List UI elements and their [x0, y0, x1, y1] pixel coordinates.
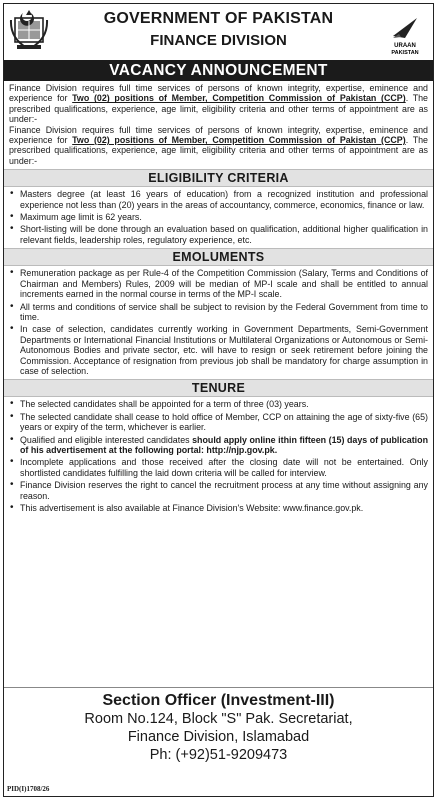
advertisement-page	[3, 3, 434, 797]
footer-contact	[4, 687, 433, 796]
emoluments-list	[4, 268, 433, 376]
apply-instruction: should apply online ithin fifteen (15) days of publication of his advertisement at the following portal: http://njp.gov.pk.	[20, 434, 428, 455]
uraan-pakistan-logo-icon	[383, 10, 427, 56]
list-item: • Masters degree (at least 16 years of education) from a recognized institution and professional experience not less than (20) years in the areas of accountancy, commerce, economics, finance or law.	[9, 189, 428, 210]
header	[4, 4, 433, 60]
list-item: • Short-listing will be done through an evaluation based on qualification, additional higher qualification in relevant fields, leadership roles, regulatory experience, etc.	[9, 224, 428, 245]
list-item: • The selected candidates shall be appointed for a term of three (03) years.	[9, 399, 428, 409]
pid-reference: PID(I)1708/26	[7, 785, 50, 793]
list-item: • All terms and conditions of service shall be subject to revision by the Federal Government from time to time.	[9, 302, 428, 323]
intro-paragraph: Finance Division requires full time services of persons of known integrity, expertise, eminence and experience for Two (02) positions of Member, Competition Commission of Pakistan (CCP). The prescribed qualifications, experience, age limit, eligibility criteria and other terms of appointment are as under:-	[9, 124, 428, 166]
list-item-apply: • Qualified and eligible interested candidates should apply online ithin fifteen (15) days of publication of his advertisement at the following portal: http://njp.gov.pk.	[9, 435, 428, 456]
list-item: • Finance Division reserves the right to cancel the recruitment process at any time without assigning any reason.	[9, 480, 428, 501]
logo-text-pakistan: PAKISTAN	[391, 50, 419, 56]
tenure-list	[4, 399, 433, 513]
emoluments-heading: EMOLUMENTS	[4, 248, 433, 266]
list-item: • In case of selection, candidates currently working in Government Departments, Semi-Government Departments or International Financial Institutions or Multilateral Organizations or Autonomous or Semi-Autonomous Bodies and private sector, etc. will have to resign or seek retirement before joining the Commission. Acceptance of resignation from previous job shall be mandatory for charge assumption in case of selection.	[9, 324, 428, 376]
title-government: GOVERNMENT OF PAKISTAN	[103, 10, 334, 27]
list-item: • This advertisement is also available at Finance Division's Website: www.finance.gov.pk.	[9, 503, 428, 513]
phone-line: Ph: (+92)51-9209473	[149, 747, 288, 763]
section-officer-title: Section Officer (Investment-III)	[102, 692, 335, 709]
eligibility-heading: ELIGIBILITY CRITERIA	[4, 169, 433, 187]
address-line: Finance Division, Islamabad	[127, 729, 310, 745]
tenure-heading: TENURE	[4, 379, 433, 397]
logo-text-uraan: URAAN	[394, 43, 416, 49]
title-division: FINANCE DIVISION	[150, 32, 287, 49]
vacancy-banner: VACANCY ANNOUNCEMENT	[4, 60, 433, 81]
list-item: • Maximum age limit is 62 years.	[9, 212, 428, 222]
intro-paragraph: Finance Division requires full time services of persons of known integrity, expertise, eminence and experience for Two (02) positions of Member, Competition Commission of Pakistan (CCP). The prescribed qualifications, experience, age limit, eligibility criteria and other terms of appointment are as under:-	[9, 83, 428, 125]
list-item: • Remuneration package as per Rule-4 of the Competition Commission (Salary, Terms and Conditions of Chairman and Members) Rules, 2009 will be median of MP-I scale and shall be entitled to annual increments earned in the normal course in terms of the MP-I scale.	[9, 268, 428, 299]
list-item: • The selected candidate shall cease to hold office of Member, CCP on attaining the age of sixty-five (65) years or expiry of the term, whichever is earlier.	[9, 412, 428, 433]
eligibility-list	[4, 189, 433, 245]
address-line: Room No.124, Block "S" Pak. Secretariat,	[84, 711, 353, 727]
intro-section	[4, 81, 433, 166]
list-item: • Incomplete applications and those received after the closing date will not be entertained. Only shortlisted candidates fulfilling the laid down criteria will be called for interview.	[9, 457, 428, 478]
